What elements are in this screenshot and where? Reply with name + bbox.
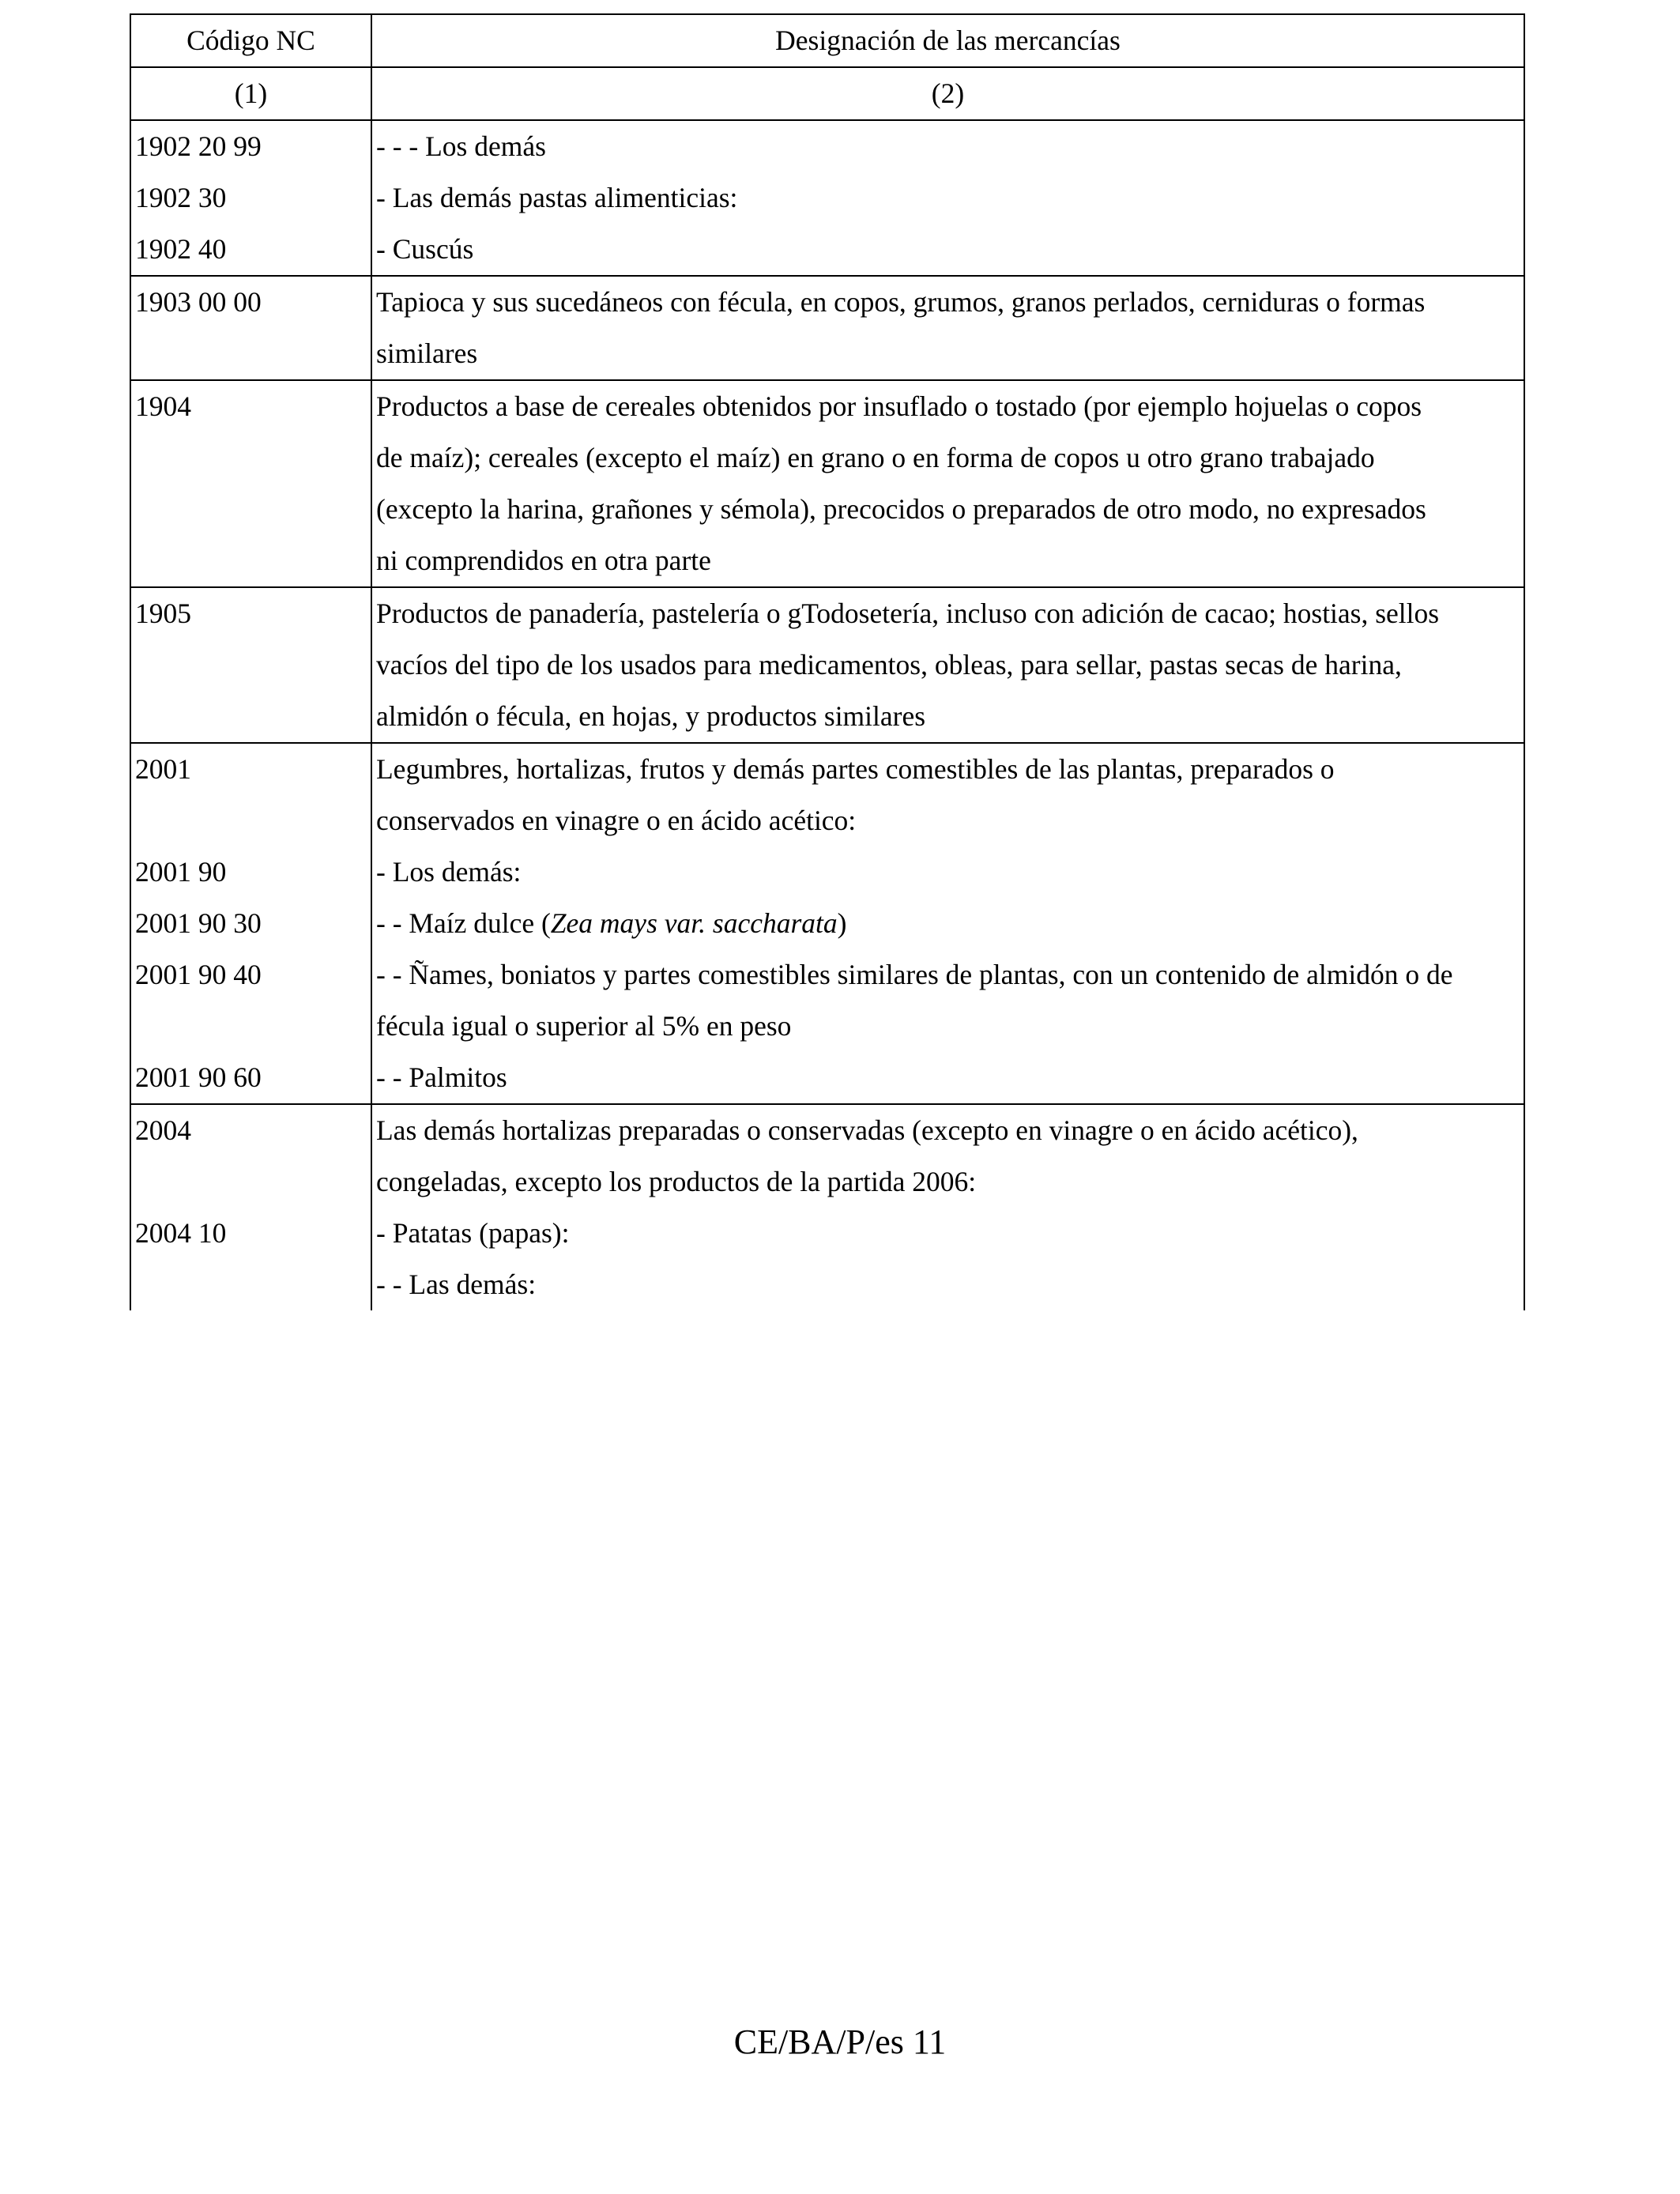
code-cell: [130, 743, 371, 1104]
description-line: - Cuscús: [376, 233, 474, 265]
description-line: Productos a base de cereales obtenidos por insuflado o tostado (por ejemplo hojuelas o copos: [376, 390, 1422, 422]
description-cell: [371, 587, 1524, 743]
code-line: 2004 10: [135, 1217, 227, 1249]
code-line-empty: [135, 795, 371, 846]
header-code: Código NC: [130, 14, 371, 67]
table-row: [130, 120, 1524, 276]
species-name: Zea mays var. saccharata: [550, 907, 838, 939]
code-line: 1902 20 99: [135, 130, 262, 162]
description-line: [376, 898, 1524, 949]
table-row: [130, 380, 1524, 587]
description-line: almidón o fécula, en hojas, y productos similares: [376, 700, 926, 732]
description-line: similares: [376, 337, 478, 369]
description-line: ni comprendidos en otra parte: [376, 545, 711, 576]
code-line-empty: [135, 1001, 371, 1052]
code-line: 2001: [135, 753, 191, 785]
description-line: conservados en vinagre o en ácido acético:: [376, 805, 857, 836]
code-line: 2004: [135, 1114, 191, 1146]
description-line: de maíz); cereales (excepto el maíz) en grano o en forma de copos u otro grano trabajado: [376, 442, 1375, 473]
description-line: Productos de panadería, pastelería o gTodosetería, incluso con adición de cacao; hostias, sellos: [376, 598, 1440, 629]
description-line: - - - Los demás: [376, 130, 546, 162]
description-line: - Patatas (papas):: [376, 1217, 570, 1249]
description-line: vacíos del tipo de los usados para medicamentos, obleas, para sellar, pastas secas de harina,: [376, 649, 1402, 680]
code-line: 1905: [135, 598, 191, 629]
description-line: (excepto la harina, grañones y sémola), precocidos o preparados de otro modo, no expresados: [376, 493, 1426, 525]
description-cell: [371, 380, 1524, 587]
description-line: congeladas, excepto los productos de la partida 2006:: [376, 1166, 977, 1197]
description-line: fécula igual o superior al 5% en peso: [376, 1010, 792, 1042]
code-line: 2001 90: [135, 856, 227, 888]
description-line: - - Ñames, boniatos y partes comestibles similares de plantas, con un contenido de almidón o de: [376, 959, 1453, 990]
table-header-row: [130, 14, 1524, 67]
code-cell: [130, 1104, 371, 1310]
description-line: - - Palmitos: [376, 1061, 507, 1093]
description-line: - Las demás pastas alimenticias:: [376, 182, 738, 213]
table-row: [130, 743, 1524, 1104]
description-line: - Los demás:: [376, 856, 522, 888]
code-cell: [130, 380, 371, 587]
code-line: 2001 90 60: [135, 1061, 262, 1093]
code-line: 2001 90 30: [135, 907, 262, 939]
page-footer: CE/BA/P/es 11: [733, 2022, 947, 2061]
description-cell: [371, 276, 1524, 380]
closing-paren: ): [837, 907, 847, 939]
code-line: 1902 30: [135, 182, 227, 213]
code-line: 1903 00 00: [135, 286, 262, 318]
description-cell: [371, 120, 1524, 276]
code-cell: [130, 120, 371, 276]
subheader-code: (1): [130, 67, 371, 120]
code-line: 1902 40: [135, 233, 227, 265]
description-line: Legumbres, hortalizas, frutos y demás partes comestibles de las plantas, preparados o: [376, 753, 1335, 785]
tariff-table: [130, 13, 1525, 1310]
code-cell: [130, 587, 371, 743]
description-cell: [371, 743, 1524, 1104]
description-line: - - Las demás:: [376, 1269, 537, 1300]
code-line: 2001 90 40: [135, 959, 262, 990]
header-description: Designación de las mercancías: [371, 14, 1524, 67]
code-line: 1904: [135, 390, 191, 422]
table-row: [130, 1104, 1524, 1310]
description-text: - - Maíz dulce (: [376, 907, 551, 939]
description-line: Tapioca y sus sucedáneos con fécula, en copos, grumos, granos perlados, cerniduras o formas: [376, 286, 1426, 318]
subheader-description: (2): [371, 67, 1524, 120]
table-subheader-row: [130, 67, 1524, 120]
description-cell: [371, 1104, 1524, 1310]
description-line: Las demás hortalizas preparadas o conservadas (excepto en vinagre o en ácido acético),: [376, 1114, 1358, 1146]
table-row: [130, 276, 1524, 380]
table-row: [130, 587, 1524, 743]
code-cell: [130, 276, 371, 380]
code-line-empty: [135, 1156, 371, 1208]
